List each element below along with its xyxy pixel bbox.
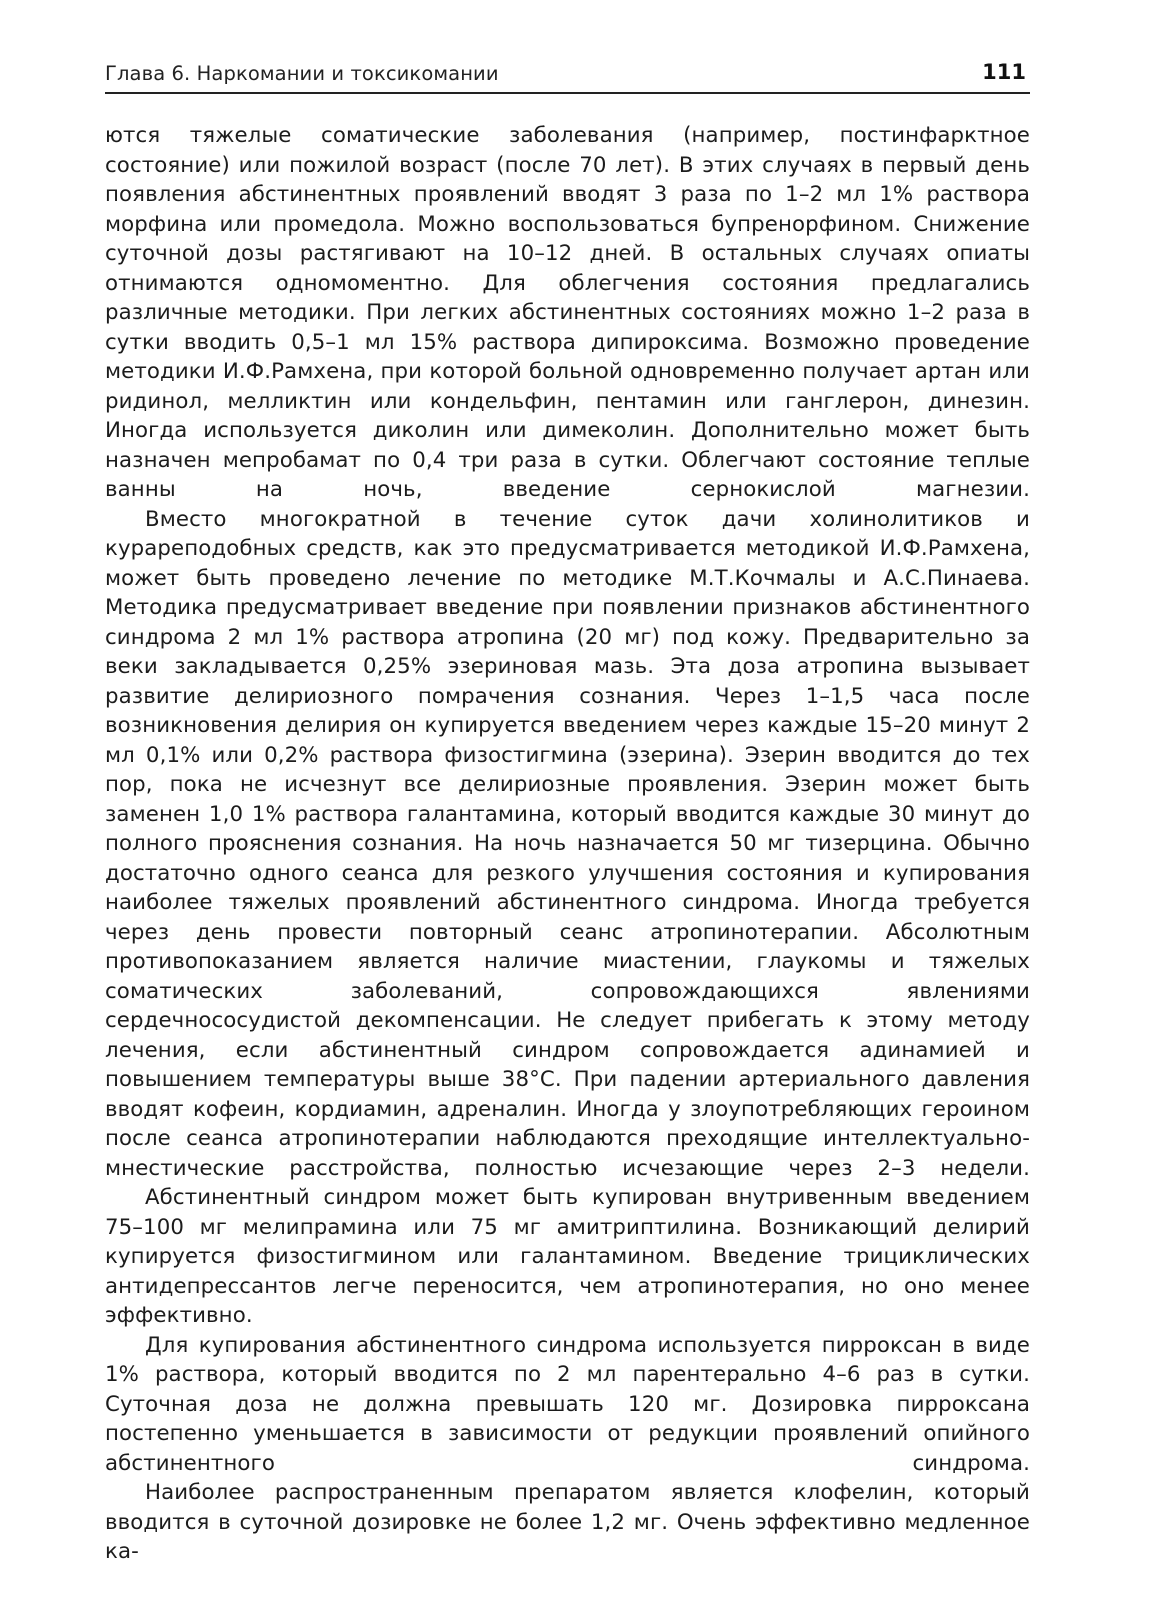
paragraph-1: ются тяжелые соматические заболевания (например, постинфарктное состояние) или пожилой возраст (после 70 лет). В этих случаях в первый день появления абстинентных проявлений вводят 3 раза по 1–2 мл 1% раствора морфина или промедола. Можно воспользоваться бупренорфином. Снижение суточной дозы растягивают на 10–12 дней. В остальных случаях опиаты отнимаются одномоментно. Для облегчения состояния предлагались различные методики. При легких абстинентных состояниях можно 1–2 раза в сутки вводить 0,5–1 мл 15% раствора дипироксима. Возможно проведение методики И.Ф.Рамхена, при которой больной одновременно получает артан или ридинол, мелликтин или кондельфин, пентамин или ганглерон, динезин. Иногда используется диколин или димеколин. Дополнительно может быть назначен мепробамат по 0,4 три раза в сутки. Облегчают состояние теплые ванны на ночь, введение сернокислой магнезии. [105,123,1030,502]
book-page [105,48,1030,1567]
paragraph-5: Наиболее распространенным препаратом является клофелин, который вводится в суточной дозировке не более 1,2 мг. Очень эффективно медленное ка- [105,1480,1030,1564]
chapter-title: Глава 6. Наркомании и токсикомании [105,62,499,85]
page-number: 111 [982,60,1026,84]
running-header [105,48,1030,94]
body-text [105,121,1030,1567]
paragraph-2: Вместо многократной в течение суток дачи холинолитиков и курареподобных средств, как это предусматривается методикой И.Ф.Рамхена, может быть проведено лечение по методике М.Т.Кочмалы и А.С.Пинаева. Методика предусматривает введение при появлении признаков абстинентного синдрома 2 мл 1% раствора атропина (20 мг) под кожу. Предварительно за веки закладывается 0,25% эзериновая мазь. Эта доза атропина вызывает развитие делириозного помрачения сознания. Через 1–1,5 часа после возникновения делирия он купируется введением через каждые 15–20 минут 2 мл 0,1% или 0,2% раствора физостигмина (эзерина). Эзерин вводится до тех пор, пока не исчезнут все делириозные проявления. Эзерин может быть заменен 1,0 1% раствора галантамина, который вводится каждые 30 минут до полного прояснения сознания. На ночь назначается 50 мг тизерцина. Обычно достаточно одного сеанса для резкого улучшения состояния и купирования наиболее тяжелых проявлений абстинентного синдрома. Иногда требуется через день провести повторный сеанс атропинотерапии. Абсолютным противопоказанием является наличие миастении, глаукомы и тяжелых соматических заболеваний, сопровождающихся явлениями сердечнососудистой декомпенсации. Не следует прибегать к этому методу лечения, если абстинентный синдром сопровождается адинамией и повышением температуры выше 38°С. При падении артериального давления вводят кофеин, кордиамин, адреналин. Иногда у злоупотребляющих героином после сеанса атропинотерапии наблюдаются преходящие интеллектуально-мнестические расстройства, полностью исчезающие через 2–3 недели. [105,506,1030,1181]
paragraph-4: Для купирования абстинентного синдрома используется пирроксан в виде 1% раствора, который вводится по 2 мл парентерально 4–6 раз в сутки. Суточная доза не должна превышать 120 мг. Дозировка пирроксана постепенно уменьшается в зависимости от редукции проявлений опийного абстинентного синдрома. [105,1332,1030,1476]
paragraph-3: Абстинентный синдром может быть купирован внутривенным введением 75–100 мг мелипрамина или 75 мг амитриптилина. Возникающий делирий купируется физостигмином или галантамином. Введение трициклических антидепрессантов легче переносится, чем атропинотерапия, но оно менее эффективно. [105,1185,1030,1328]
